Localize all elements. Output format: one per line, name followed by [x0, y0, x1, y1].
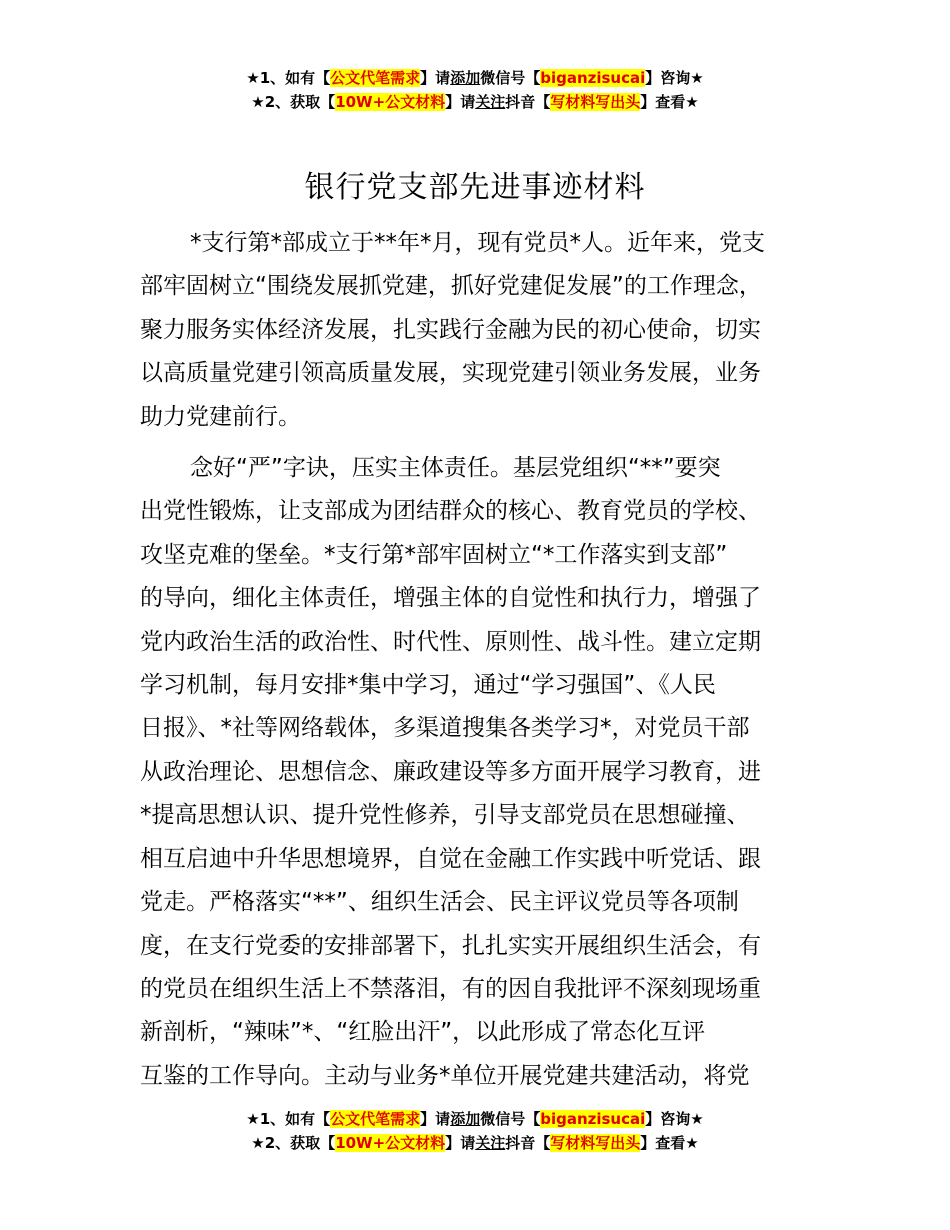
text-line: 以高质量党建引领高质量发展，实现党建引领业务发展，业务 — [140, 360, 761, 387]
banner-text: ★1、如有【 — [246, 1110, 331, 1128]
text-line: 新剖析，“辣味”*、“红脸出汗”，以此形成了常态化互评 — [140, 1019, 706, 1046]
banner-line-2 — [0, 1131, 950, 1155]
text-line: 念好“严”字诀，压实主体责任。基层党组织“**”要突 — [190, 455, 721, 482]
banner-text: 】请 — [445, 93, 476, 111]
banner-underlined-text: 关注 — [475, 1134, 506, 1152]
text-line: 助力党建前行。 — [140, 403, 301, 430]
banner-text: 】咨询★ — [645, 69, 704, 87]
banner-text: 】查看★ — [640, 93, 699, 111]
banner-text: 抖音【 — [505, 1134, 551, 1152]
banner-highlight: 10W+公文材料 — [335, 93, 446, 111]
text-line: 的党员在组织生活上不禁落泪，有的因自我批评不深刻现场重 — [140, 975, 761, 1002]
banner-line-1 — [0, 1107, 950, 1131]
document-body — [140, 222, 820, 1098]
text-line: *支行第*部成立于**年*月，现有党员*人。近年来，党支 — [190, 230, 765, 256]
text-line: 从政治理论、思想信念、廉政建设等多方面开展学习教育，进 — [140, 758, 761, 785]
text-line: 的导向，细化主体责任，增强主体的自觉性和执行力，增强了 — [140, 585, 761, 612]
banner-underlined-text: 关注 — [475, 93, 506, 111]
text-line: 日报》、*社等网络载体，多渠道搜集各类学习*，对党员干部 — [140, 715, 750, 742]
banner-text: 抖音【 — [505, 93, 551, 111]
banner-text: ★2、获取【 — [251, 93, 336, 111]
banner-highlight: 写材料写出头 — [550, 1134, 641, 1152]
header-banner — [0, 66, 950, 114]
text-line: 度，在支行党委的安排部署下，扎扎实实开展组织生活会，有 — [140, 932, 761, 959]
text-line: 部牢固树立“围绕发展抓党建，抓好党建促发展”的工作理念， — [140, 273, 762, 300]
banner-text: 微信号【 — [480, 69, 541, 87]
footer-banner — [0, 1107, 950, 1155]
text-line: 学习机制，每月安排*集中学习，通过“学习强国”、《人民 — [140, 672, 716, 699]
text-line: 聚力服务实体经济发展，扎实践行金融为民的初心使命，切实 — [140, 316, 761, 343]
banner-highlight: biganzisucai — [540, 1110, 646, 1128]
banner-highlight: 公文代笔需求 — [330, 1110, 421, 1128]
banner-line-2 — [0, 90, 950, 114]
banner-highlight: 10W+公文材料 — [335, 1134, 446, 1152]
banner-highlight: 公文代笔需求 — [330, 69, 421, 87]
banner-text: 】请 — [445, 1134, 476, 1152]
text-line: *提高思想认识、提升党性修养，引导支部党员在思想碰撞、 — [140, 802, 750, 829]
text-line: 攻坚克难的堡垒。*支行第*部牢固树立“*工作落实到支部” — [140, 541, 728, 568]
text-line: 出党性锻炼，让支部成为团结群众的核心、教育党员的学校、 — [140, 498, 761, 525]
text-line: 党内政治生活的政治性、时代性、原则性、战斗性。建立定期 — [140, 628, 761, 655]
text-line: 相互启迪中升华思想境界，自觉在金融工作实践中听党话、跟 — [140, 845, 761, 872]
document-title: 银行党支部先进事迹材料 — [304, 170, 646, 205]
banner-underlined-text: 添加 — [450, 69, 481, 87]
banner-line-1 — [0, 66, 950, 90]
banner-highlight: 写材料写出头 — [550, 93, 641, 111]
banner-underlined-text: 添加 — [450, 1110, 481, 1128]
banner-text: ★1、如有【 — [246, 69, 331, 87]
banner-text: 】请 — [420, 1110, 451, 1128]
banner-text: ★2、获取【 — [251, 1134, 336, 1152]
text-line: 互鉴的工作导向。主动与业务*单位开展党建共建活动，将党 — [140, 1062, 750, 1089]
text-line: 党走。严格落实“**”、组织生活会、民主评议党员等各项制 — [140, 889, 739, 916]
banner-text: 】咨询★ — [645, 1110, 704, 1128]
paragraph-2 — [140, 447, 820, 1098]
banner-highlight: biganzisucai — [540, 69, 646, 87]
banner-text: 】请 — [420, 69, 451, 87]
banner-text: 微信号【 — [480, 1110, 541, 1128]
banner-text: 】查看★ — [640, 1134, 699, 1152]
paragraph-1 — [140, 222, 820, 439]
